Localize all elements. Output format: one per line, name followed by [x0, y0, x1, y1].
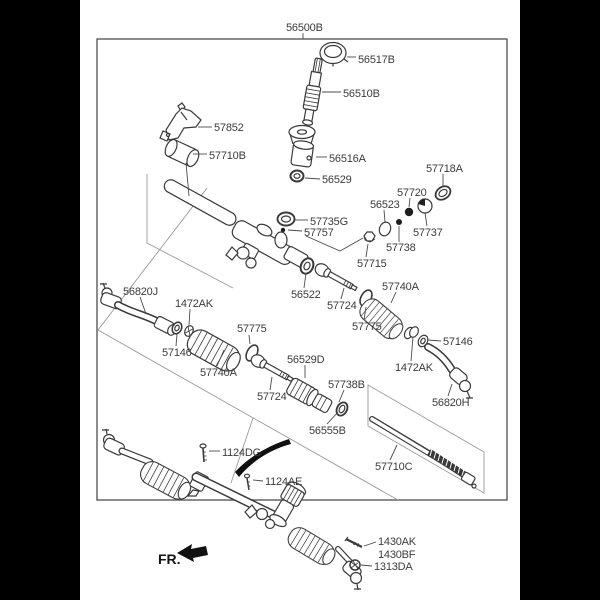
label-57735G[interactable]: 57735G: [310, 216, 348, 228]
label-57724-upper[interactable]: 57724: [327, 300, 357, 312]
label-57146-left[interactable]: 57146: [162, 347, 192, 359]
label-57775-right[interactable]: 57775: [352, 321, 382, 333]
label-1472AK-left[interactable]: 1472AK: [175, 298, 213, 310]
part-57735G-seal-ring: [278, 213, 295, 226]
part-1313DA-nut: [350, 560, 360, 570]
label-56820J[interactable]: 56820J: [123, 286, 158, 298]
label-57852[interactable]: 57852: [214, 122, 244, 134]
label-57737[interactable]: 57737: [413, 227, 443, 239]
label-56500B[interactable]: 56500B: [286, 22, 323, 34]
label-57738[interactable]: 57738: [386, 242, 416, 254]
label-57740A-left[interactable]: 57740A: [200, 367, 237, 379]
label-56555B[interactable]: 56555B: [309, 425, 346, 437]
label-57724-lower[interactable]: 57724: [257, 391, 287, 403]
fr-label: FR.: [158, 551, 181, 567]
label-57757[interactable]: 57757: [304, 227, 334, 239]
label-56820H[interactable]: 56820H: [432, 397, 470, 409]
label-1430AK[interactable]: 1430AK: [378, 536, 416, 548]
part-57738-spring-seat: [396, 219, 402, 225]
part-56529-ring: [291, 171, 304, 182]
label-56529D[interactable]: 56529D: [287, 354, 325, 366]
label-57710C[interactable]: 57710C: [375, 461, 413, 473]
label-1313DA[interactable]: 1313DA: [374, 561, 413, 573]
part-57737-ball-seat: [418, 199, 432, 213]
label-1472AK-right[interactable]: 1472AK: [395, 362, 433, 374]
label-56523[interactable]: 56523: [370, 199, 400, 211]
label-1124DG[interactable]: 1124DG: [222, 447, 261, 459]
label-57715[interactable]: 57715: [357, 258, 387, 270]
label-1430BF[interactable]: 1430BF: [378, 549, 416, 561]
part-57720-ball: [405, 208, 413, 216]
part-56516A-valve-body: [289, 126, 315, 168]
label-57775-left[interactable]: 57775: [237, 323, 267, 335]
label-57738B[interactable]: 57738B: [328, 379, 365, 391]
label-56517B[interactable]: 56517B: [358, 54, 395, 66]
label-57718A[interactable]: 57718A: [426, 163, 463, 175]
label-56510B[interactable]: 56510B: [343, 88, 380, 100]
label-57720[interactable]: 57720: [397, 187, 427, 199]
label-57740A-right[interactable]: 57740A: [382, 281, 419, 293]
label-57146-right[interactable]: 57146: [443, 336, 473, 348]
label-56529[interactable]: 56529: [322, 174, 352, 186]
label-57710B[interactable]: 57710B: [209, 150, 246, 162]
label-1124AE[interactable]: 1124AE: [265, 476, 303, 488]
label-56516A[interactable]: 56516A: [329, 153, 366, 165]
label-56522[interactable]: 56522: [291, 289, 321, 301]
